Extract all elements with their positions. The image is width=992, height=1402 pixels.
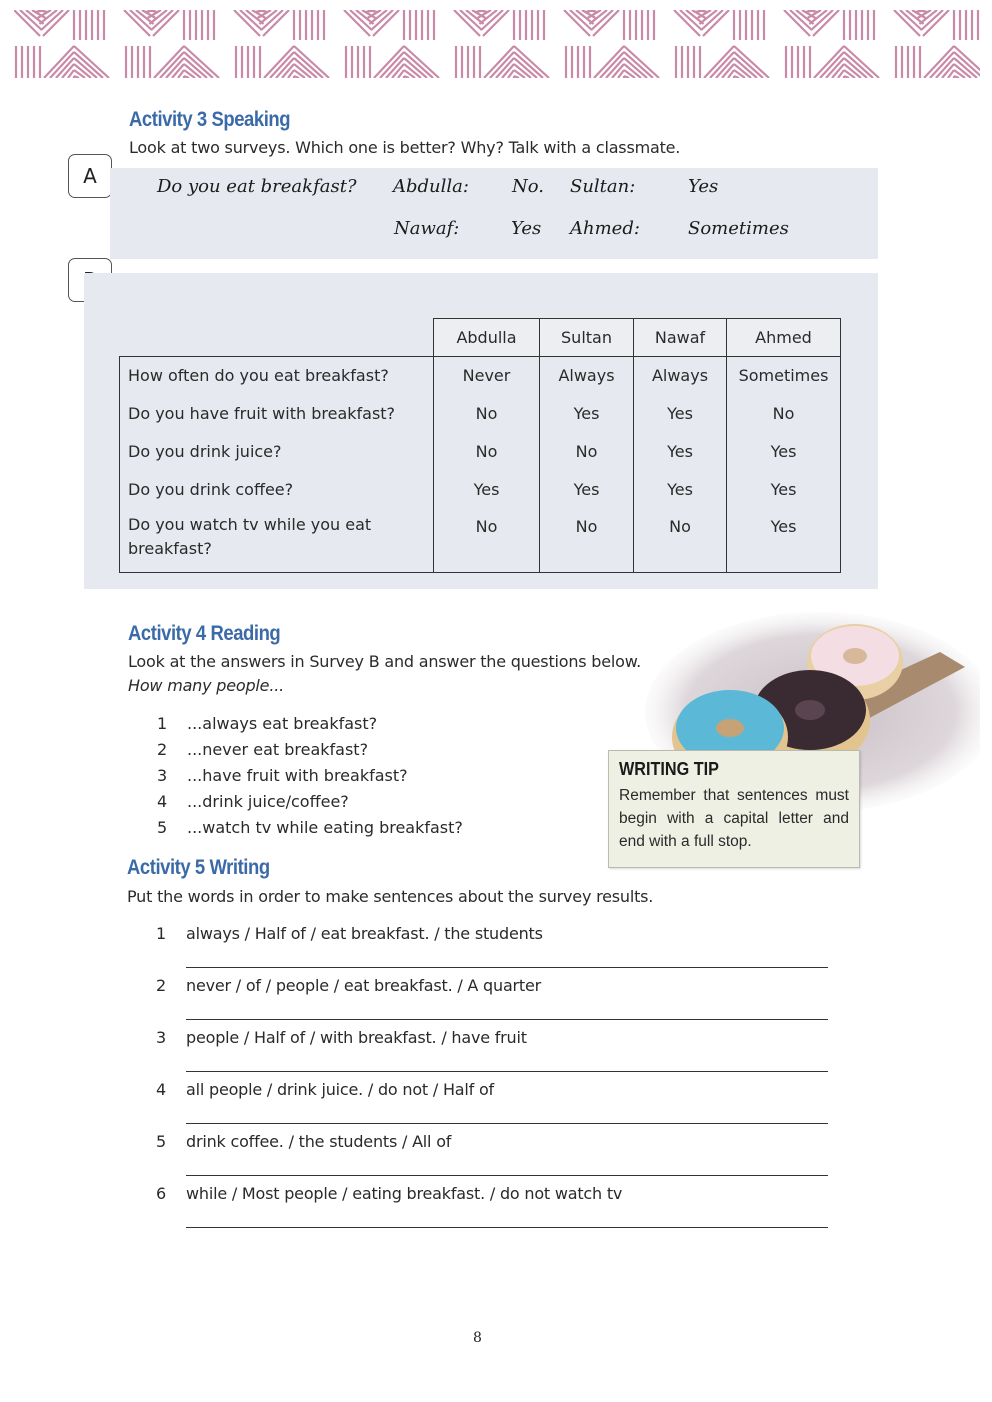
table-cell: Always <box>540 357 634 395</box>
banner-stripe <box>564 10 590 36</box>
item-text: ...drink juice/coffee? <box>187 791 349 811</box>
activity5-instruction: Put the words in order to make sentences about the survey results. <box>127 887 654 906</box>
item-number: 2 <box>157 739 168 759</box>
survey-b-table <box>119 318 841 573</box>
activity5-items <box>156 922 828 1234</box>
survey-a-answer: Sometimes <box>688 218 789 239</box>
activity4-instruction: Look at the answers in Survey B and answer the questions below. <box>128 652 642 671</box>
writing-item <box>156 974 828 1026</box>
survey-a-name: Ahmed: <box>570 218 640 239</box>
table-cell: Yes <box>634 471 727 509</box>
banner-stripe <box>344 10 370 36</box>
survey-a-answer: Yes <box>688 176 719 197</box>
writing-tip-body: Remember that sentences must begin with a capital letter and end with a full stop. <box>619 787 849 850</box>
table-header-row <box>120 319 841 357</box>
writing-item <box>156 1182 828 1234</box>
writing-tip-title: WRITING TIP <box>619 759 719 779</box>
item-number: 5 <box>156 1132 167 1151</box>
item-text: ...always eat breakfast? <box>187 713 378 733</box>
scrambled-words: people / Half of / with breakfast. / have fruit <box>186 1028 527 1047</box>
decorative-banner <box>14 10 980 78</box>
answer-line[interactable] <box>186 1175 828 1176</box>
item-number: 1 <box>156 924 167 943</box>
banner-stripe <box>373 10 399 36</box>
row-question: Do you drink coffee? <box>120 471 434 509</box>
table-cell: No <box>434 433 540 471</box>
table-row <box>120 471 841 509</box>
item-text: ...watch tv while eating breakfast? <box>187 817 463 837</box>
table-cell: Yes <box>727 471 841 509</box>
activity4-question-list <box>157 710 463 840</box>
list-item <box>157 736 463 762</box>
activity3-heading: Activity 3 Speaking <box>129 108 291 131</box>
item-number: 4 <box>156 1080 167 1099</box>
activity5-heading: Activity 5 Writing <box>127 856 270 879</box>
survey-a-name: Sultan: <box>570 176 636 197</box>
banner-stripe <box>153 10 179 36</box>
table-cell: Sometimes <box>727 357 841 395</box>
item-number: 6 <box>156 1184 167 1203</box>
writing-item <box>156 922 828 974</box>
column-header: Ahmed <box>727 319 841 357</box>
answer-line[interactable] <box>186 967 828 968</box>
item-number: 1 <box>157 713 168 733</box>
item-number: 2 <box>156 976 167 995</box>
list-item <box>157 762 463 788</box>
table-cell: Yes <box>634 433 727 471</box>
survey-a-label: A <box>68 154 112 198</box>
survey-a-panel <box>110 168 878 259</box>
writing-item <box>156 1026 828 1078</box>
survey-a-name: Nawaf: <box>394 218 460 239</box>
column-header: Abdulla <box>434 319 540 357</box>
writing-tip-box <box>608 750 860 868</box>
row-question: Do you drink juice? <box>120 433 434 471</box>
answer-line[interactable] <box>186 1123 828 1124</box>
list-item <box>157 814 463 840</box>
activity4-heading: Activity 4 Reading <box>128 622 281 645</box>
banner-stripe <box>483 10 509 36</box>
banner-stripe <box>923 10 949 36</box>
table-cell: No <box>540 433 634 471</box>
banner-stripe <box>43 10 69 36</box>
survey-a-answer: No. <box>512 176 544 197</box>
table-cell: No <box>540 509 634 573</box>
writing-item <box>156 1078 828 1130</box>
table-cell: Yes <box>634 395 727 433</box>
table-corner <box>120 319 434 357</box>
table-cell: No <box>434 509 540 573</box>
banner-stripe <box>703 10 729 36</box>
scrambled-words: all people / drink juice. / do not / Half of <box>186 1080 494 1099</box>
item-number: 3 <box>157 765 168 785</box>
page-number: 8 <box>473 1330 482 1346</box>
table-row <box>120 433 841 471</box>
row-question: Do you have fruit with breakfast? <box>120 395 434 433</box>
item-number: 4 <box>157 791 168 811</box>
scrambled-words: always / Half of / eat breakfast. / the students <box>186 924 543 943</box>
banner-stripe <box>454 10 480 36</box>
row-question: Do you watch tv while you eat breakfast? <box>120 509 434 573</box>
table-cell: No <box>727 395 841 433</box>
table-cell: Always <box>634 357 727 395</box>
table-cell: Yes <box>540 395 634 433</box>
writing-item <box>156 1130 828 1182</box>
list-item <box>157 710 463 736</box>
item-number: 5 <box>157 817 168 837</box>
activity3-instruction: Look at two surveys. Which one is better? Why? Talk with a classmate. <box>129 138 681 157</box>
banner-stripe <box>894 10 920 36</box>
banner-stripe <box>14 10 40 36</box>
banner-stripe <box>813 10 839 36</box>
activity4-prompt: How many people... <box>128 676 284 695</box>
table-cell: Yes <box>434 471 540 509</box>
banner-stripe <box>263 10 289 36</box>
table-cell: No <box>434 395 540 433</box>
column-header: Nawaf <box>634 319 727 357</box>
survey-a-name: Abdulla: <box>393 176 469 197</box>
table-cell: Never <box>434 357 540 395</box>
banner-stripe <box>234 10 260 36</box>
survey-a-question: Do you eat breakfast? <box>157 176 357 197</box>
scrambled-words: drink coffee. / the students / All of <box>186 1132 452 1151</box>
banner-stripe <box>674 10 700 36</box>
banner-stripe <box>124 10 150 36</box>
item-text: ...have fruit with breakfast? <box>187 765 408 785</box>
answer-line[interactable] <box>186 1071 828 1072</box>
banner-stripe <box>593 10 619 36</box>
table-cell: Yes <box>727 433 841 471</box>
list-item <box>157 788 463 814</box>
scrambled-words: while / Most people / eating breakfast. / do not watch tv <box>186 1184 623 1203</box>
scrambled-words: never / of / people / eat breakfast. / A quarter <box>186 976 542 995</box>
banner-stripe <box>784 10 810 36</box>
row-question: How often do you eat breakfast? <box>120 357 434 395</box>
answer-line[interactable] <box>186 1227 828 1228</box>
table-cell: Yes <box>540 471 634 509</box>
item-number: 3 <box>156 1028 167 1047</box>
survey-a-answer: Yes <box>511 218 542 239</box>
column-header: Sultan <box>540 319 634 357</box>
table-row <box>120 395 841 433</box>
banner-pattern <box>14 10 980 78</box>
item-text: ...never eat breakfast? <box>187 739 369 759</box>
table-cell: No <box>634 509 727 573</box>
table-cell: Yes <box>727 509 841 573</box>
table-row <box>120 357 841 395</box>
table-row <box>120 509 841 573</box>
answer-line[interactable] <box>186 1019 828 1020</box>
